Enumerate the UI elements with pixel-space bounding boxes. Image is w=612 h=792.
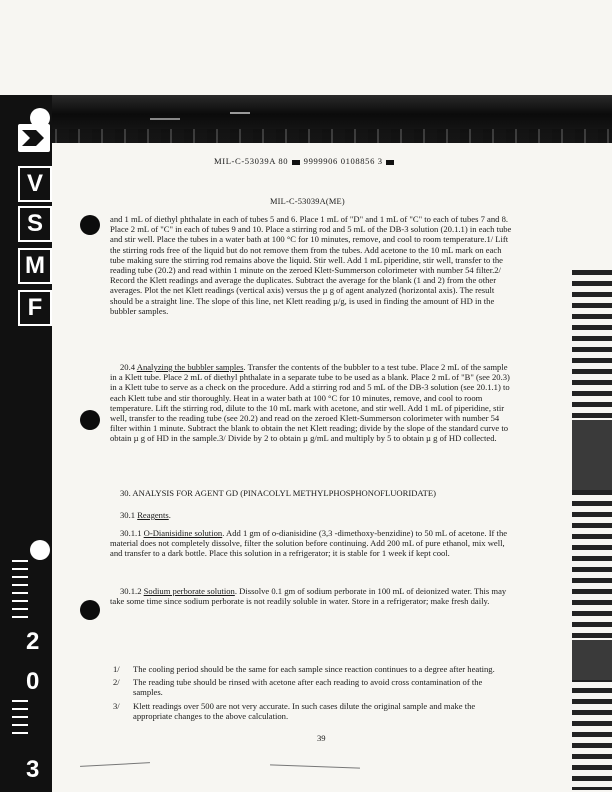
section-30-1: 30.1 Reagents.	[120, 510, 171, 520]
section-body: . Add 1 gm of o-dianisidine (3,3 -dimethoxy-benzidine) to 50 mL of acetone. If the material does not completely dissolve, filter the solution before continuing. Add 200 mL of pure ethanol, mix well, and transfer to a dark bottle. Place this solution in a refrigerator; it is stable for 1 week if kept cool.	[110, 528, 508, 559]
scan-scribble	[80, 762, 150, 767]
footnote	[113, 677, 513, 697]
punch-hole	[80, 215, 100, 235]
section-body: . Dissolve 0.1 gm of sodium perborate in 100 mL of deionized water. This may take some time since sodium perborate is not readily soluble in water. Store in a refrigerator; make fresh daily.	[110, 586, 507, 607]
header-black-mark	[386, 160, 394, 165]
side-number: 3	[26, 756, 40, 783]
scan-scribble	[270, 764, 360, 768]
section-number: 20.4	[120, 362, 136, 372]
section-title: Reagents	[137, 510, 169, 520]
scan-right-block	[572, 420, 612, 490]
scan-speck	[150, 118, 180, 120]
arrow-tab-icon	[18, 124, 50, 152]
footnote	[113, 664, 513, 674]
doc-id: MIL-C-53039A(ME)	[270, 197, 345, 206]
punch-hole	[30, 540, 50, 560]
section-title: Analyzing the bubbler samples	[136, 362, 244, 372]
scan-right-edge	[572, 270, 612, 790]
scan-speck	[230, 112, 250, 114]
footnote-text: The reading tube should be rinsed with acetone after each reading to avoid cross contamination of the samples.	[133, 677, 483, 698]
page-number: 39	[317, 733, 326, 743]
section-30-1-1	[110, 528, 512, 559]
section-30-1-2	[110, 586, 512, 606]
scan-tick-marks	[12, 700, 28, 740]
section-title: O-Dianisidine solution	[143, 528, 223, 538]
header-codes: 9999906 0108856 3	[303, 156, 383, 166]
side-tab-v: V	[18, 166, 52, 202]
section-body: . Transfer the contents of the bubbler to a test tube. Place 2 mL of the sample in a Klett tube. Place 2 mL of diethyl phthalate in a separate tube to be used as a blank. Place 2 mL of "B" (see 20.3) in a Klett tube to serve as a check on the procedure. Add a stirring rod and 5 mL of the DB-3 solution (see 20.1.1) to each Klett tube and stir thoroughly. Heat in a water bath at 100 °C for 10 minutes, remove, and cool to room temperature. Lift the stirring rod, dilute to the 10 mL mark with acetone, and stir well. Add 1 mL of piperidine, stir well, transfer to the reading tube (see 20.2) and read on the zeroed Klett-Summerson colorimeter with number 54 filter within 1 minute. Subtract the blank to obtain the net Klett reading; divide by the slope of the standard curve to obtain µ g of HD in the sample.3/ Divide by 2 to obtain µ g/mL and multiply by 5 to obtain µ g of HD collected.	[110, 362, 510, 444]
side-tab-s: S	[18, 206, 52, 242]
intro-paragraph	[110, 214, 512, 316]
section-number: 30.1.2	[120, 586, 142, 596]
footnotes	[113, 664, 513, 724]
side-tab-f: F	[18, 290, 52, 326]
section-heading: 30. ANALYSIS FOR AGENT GD (PINACOLYL METHYLPHOSPHONOFLUORIDATE)	[120, 488, 437, 498]
punch-hole	[30, 108, 50, 128]
side-tab-m: M	[18, 248, 52, 284]
scan-top-band	[0, 95, 612, 143]
scan-right-block	[572, 640, 612, 680]
header-black-mark	[292, 160, 300, 165]
section-number: 30.1.1	[120, 528, 142, 538]
section-number: 30.1	[120, 510, 136, 520]
footnote-mark: 2/	[113, 677, 120, 688]
punch-hole	[80, 600, 100, 620]
section-30-heading	[110, 488, 512, 498]
side-number: 2	[26, 628, 40, 655]
footnote-text: Klett readings over 500 are not very accurate. In such cases dilute the original sample and make the appropriate changes to the above calculation.	[133, 700, 476, 721]
footnote-text: The cooling period should be the same for each sample since reaction continues to a degree after heating.	[133, 664, 495, 674]
document-header	[214, 156, 395, 166]
header-line: MIL-C-53039A 80	[214, 156, 289, 166]
side-number: 0	[26, 668, 40, 695]
scan-tick-marks	[12, 560, 28, 620]
punch-hole	[80, 410, 100, 430]
footnote	[113, 701, 513, 721]
intro-text: and 1 mL of diethyl phthalate in each of tubes 5 and 6. Place 1 mL of "D" and 1 mL of "C" to each of tubes 7 and 8. Place 2 mL of "C" in each of tubes 9 and 10. Place a stirring rod and 5 mL of the DB-3 solution (20.1.1) in each tube and stir well. Place the tubes in a water bath at 100 °C for 10 minutes, remove, and cool to room temperature.1/ Lift the stirring rods free of the liquid but do not remove them from the tubes. Add acetone to the 10 mL mark on each tube making sure the stirring rod remains above the liquid. Stir well. Add 1 mL piperidine, stir well, transfer to the reading tube (20.2) and read within 1 minute on the zeroed Klett-Summerson colorimeter with number 54 filter.2/ Record the Klett readings and average the duplicates. Subtract the average for the blank (1 and 2) from the other averages. Plot the net Klett readings (vertical axis) versus the µ g of agent analyzed (horizontal axis). The result should be a straight line. The slope of this line, net Klett reading µ/g, is used in finding the amount of HD in the bubbler samples.	[110, 214, 512, 316]
footnote-mark: 1/	[113, 664, 120, 674]
section-title: Sodium perborate solution	[143, 586, 235, 596]
section-20-4	[110, 362, 512, 444]
footnote-mark: 3/	[113, 700, 120, 711]
